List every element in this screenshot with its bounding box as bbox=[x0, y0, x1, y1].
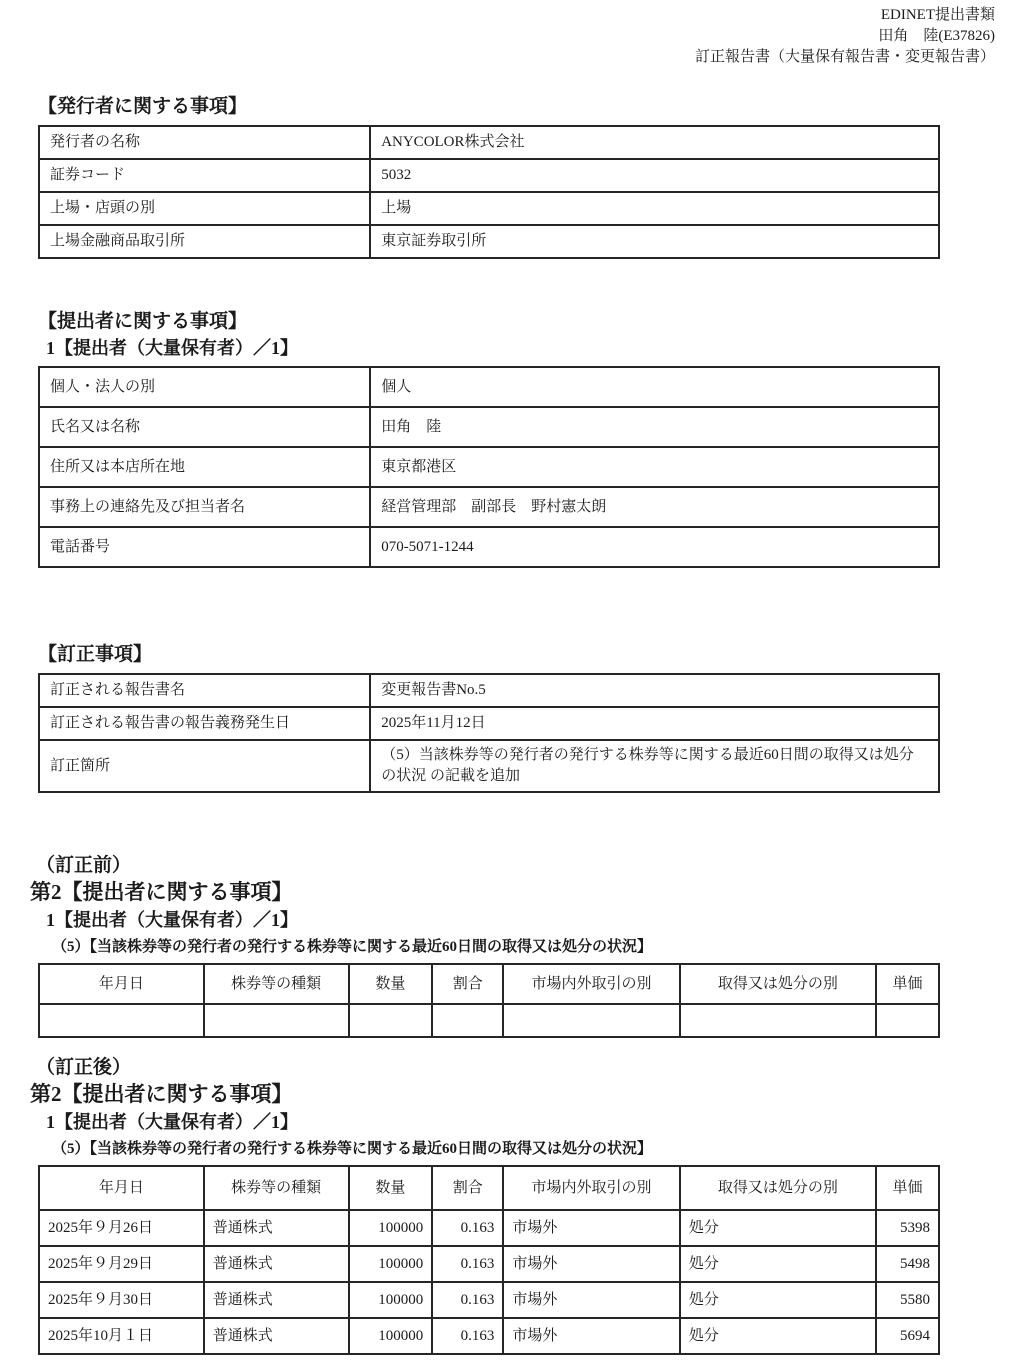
table-header-row bbox=[39, 964, 939, 1004]
issuer-table bbox=[38, 125, 940, 259]
after-chapter-subtitle: 1【提出者（大量保有者）／1】 bbox=[46, 1112, 298, 1132]
document-header bbox=[0, 5, 1013, 68]
table-cell: 訂正箇所 bbox=[39, 740, 370, 792]
column-header: 株券等の種類 bbox=[204, 1166, 349, 1210]
column-header: 市場内外取引の別 bbox=[503, 1166, 679, 1210]
table-row bbox=[39, 1246, 939, 1282]
table-cell: 100000 bbox=[349, 1210, 433, 1246]
table-cell: 証券コード bbox=[39, 159, 370, 192]
before-trades-body bbox=[39, 1004, 939, 1037]
after-chapter-title: 第2【提出者に関する事項】 bbox=[30, 1082, 293, 1106]
table-cell: （5）当該株券等の発行者の発行する株券等に関する最近60日間の取得又は処分の状況 の記載を追加 bbox=[370, 740, 939, 792]
table-row bbox=[39, 1318, 939, 1354]
table-cell bbox=[432, 1004, 503, 1037]
table-cell: 処分 bbox=[680, 1282, 876, 1318]
column-header: 単価 bbox=[876, 1166, 939, 1210]
table-cell: 2025年９月29日 bbox=[39, 1246, 204, 1282]
column-header: 取得又は処分の別 bbox=[680, 964, 876, 1004]
table-cell: 市場外 bbox=[503, 1318, 679, 1354]
before-item-heading: （5）【当該株券等の発行者の発行する株券等に関する最近60日間の取得又は処分の状況】 bbox=[52, 939, 653, 955]
table-cell bbox=[876, 1004, 939, 1037]
table-header-row bbox=[39, 1166, 939, 1210]
table-cell: 田角 陸 bbox=[370, 407, 939, 447]
table-row bbox=[39, 1282, 939, 1318]
table-row bbox=[39, 1210, 939, 1246]
filer-table bbox=[38, 366, 940, 568]
before-correction-label: （訂正前） bbox=[36, 855, 132, 876]
table-cell: 上場・店頭の別 bbox=[39, 192, 370, 225]
column-header: 数量 bbox=[349, 1166, 433, 1210]
before-chapter-title: 第2【提出者に関する事項】 bbox=[30, 880, 293, 904]
before-chapter-subtitle: 1【提出者（大量保有者）／1】 bbox=[46, 910, 298, 930]
table-cell bbox=[503, 1004, 679, 1037]
table-cell: 個人 bbox=[370, 367, 939, 407]
before-trades-table bbox=[38, 963, 940, 1038]
column-header: 割合 bbox=[432, 1166, 503, 1210]
correction-table bbox=[38, 673, 940, 793]
table-cell: 普通株式 bbox=[204, 1282, 349, 1318]
table-cell: 市場外 bbox=[503, 1210, 679, 1246]
table-cell: 2025年11月12日 bbox=[370, 707, 939, 740]
table-row bbox=[39, 707, 939, 740]
table-cell: 処分 bbox=[680, 1210, 876, 1246]
filer-table-body bbox=[39, 367, 939, 567]
table-cell: 訂正される報告書の報告義務発生日 bbox=[39, 707, 370, 740]
table-cell: 住所又は本店所在地 bbox=[39, 447, 370, 487]
table-cell: 2025年９月26日 bbox=[39, 1210, 204, 1246]
table-cell: 東京都港区 bbox=[370, 447, 939, 487]
header-report-title: 訂正報告書（大量保有報告書・変更報告書） bbox=[694, 49, 995, 65]
column-header: 株券等の種類 bbox=[204, 964, 349, 1004]
table-cell: 普通株式 bbox=[204, 1246, 349, 1282]
table-cell: 市場外 bbox=[503, 1282, 679, 1318]
table-row bbox=[39, 740, 939, 792]
table-row bbox=[39, 1004, 939, 1037]
table-cell: 個人・法人の別 bbox=[39, 367, 370, 407]
table-cell: 東京証券取引所 bbox=[370, 225, 939, 258]
table-cell bbox=[349, 1004, 433, 1037]
correction-table-body bbox=[39, 674, 939, 792]
table-cell: 070-5071-1244 bbox=[370, 527, 939, 567]
column-header: 数量 bbox=[349, 964, 433, 1004]
table-cell: 2025年10月１日 bbox=[39, 1318, 204, 1354]
before-trades-head bbox=[39, 964, 939, 1004]
table-cell: 5580 bbox=[876, 1282, 939, 1318]
table-cell: 事務上の連絡先及び担当者名 bbox=[39, 487, 370, 527]
table-cell: 0.163 bbox=[432, 1318, 503, 1354]
correction-section-title: 【訂正事項】 bbox=[38, 644, 153, 665]
table-cell: 100000 bbox=[349, 1246, 433, 1282]
column-header: 割合 bbox=[432, 964, 503, 1004]
after-trades-table bbox=[38, 1165, 940, 1355]
after-trades-head bbox=[39, 1166, 939, 1210]
column-header: 取得又は処分の別 bbox=[680, 1166, 876, 1210]
table-cell: 0.163 bbox=[432, 1282, 503, 1318]
table-cell: 上場 bbox=[370, 192, 939, 225]
table-cell: 変更報告書No.5 bbox=[370, 674, 939, 707]
table-row bbox=[39, 225, 939, 258]
issuer-section-title: 【発行者に関する事項】 bbox=[38, 96, 248, 117]
table-cell: 2025年９月30日 bbox=[39, 1282, 204, 1318]
table-cell: 0.163 bbox=[432, 1210, 503, 1246]
after-item-heading: （5）【当該株券等の発行者の発行する株券等に関する最近60日間の取得又は処分の状況】 bbox=[52, 1141, 653, 1157]
table-cell: 訂正される報告書名 bbox=[39, 674, 370, 707]
after-trades-body bbox=[39, 1210, 939, 1354]
table-cell: 5398 bbox=[876, 1210, 939, 1246]
table-cell: 市場外 bbox=[503, 1246, 679, 1282]
table-cell: ANYCOLOR株式会社 bbox=[370, 126, 939, 159]
table-cell: 5032 bbox=[370, 159, 939, 192]
header-doc-type: EDINET提出書類 bbox=[880, 7, 995, 23]
table-cell: 処分 bbox=[680, 1318, 876, 1354]
issuer-table-body bbox=[39, 126, 939, 258]
table-row bbox=[39, 527, 939, 567]
table-row bbox=[39, 159, 939, 192]
after-correction-label: （訂正後） bbox=[36, 1057, 132, 1078]
table-row bbox=[39, 674, 939, 707]
table-row bbox=[39, 192, 939, 225]
column-header: 市場内外取引の別 bbox=[503, 964, 679, 1004]
table-cell bbox=[39, 1004, 204, 1037]
table-cell: 普通株式 bbox=[204, 1210, 349, 1246]
table-cell: 5498 bbox=[876, 1246, 939, 1282]
column-header: 年月日 bbox=[39, 1166, 204, 1210]
table-row bbox=[39, 407, 939, 447]
table-cell: 発行者の名称 bbox=[39, 126, 370, 159]
table-row bbox=[39, 367, 939, 407]
column-header: 年月日 bbox=[39, 964, 204, 1004]
table-cell: 上場金融商品取引所 bbox=[39, 225, 370, 258]
header-filer-name: 田角 陸(E37826) bbox=[878, 28, 995, 44]
table-cell bbox=[204, 1004, 349, 1037]
filer-section-title: 【提出者に関する事項】 bbox=[38, 311, 248, 332]
table-cell: 電話番号 bbox=[39, 527, 370, 567]
table-cell: 処分 bbox=[680, 1246, 876, 1282]
table-cell: 普通株式 bbox=[204, 1318, 349, 1354]
filer-section-subtitle: 1【提出者（大量保有者）／1】 bbox=[46, 338, 298, 358]
table-cell: 100000 bbox=[349, 1318, 433, 1354]
table-row bbox=[39, 487, 939, 527]
table-cell: 0.163 bbox=[432, 1246, 503, 1282]
table-row bbox=[39, 447, 939, 487]
table-cell: 100000 bbox=[349, 1282, 433, 1318]
table-row bbox=[39, 126, 939, 159]
table-cell: 5694 bbox=[876, 1318, 939, 1354]
column-header: 単価 bbox=[876, 964, 939, 1004]
table-cell: 経営管理部 副部長 野村憲太朗 bbox=[370, 487, 939, 527]
table-cell bbox=[680, 1004, 876, 1037]
table-cell: 氏名又は名称 bbox=[39, 407, 370, 447]
